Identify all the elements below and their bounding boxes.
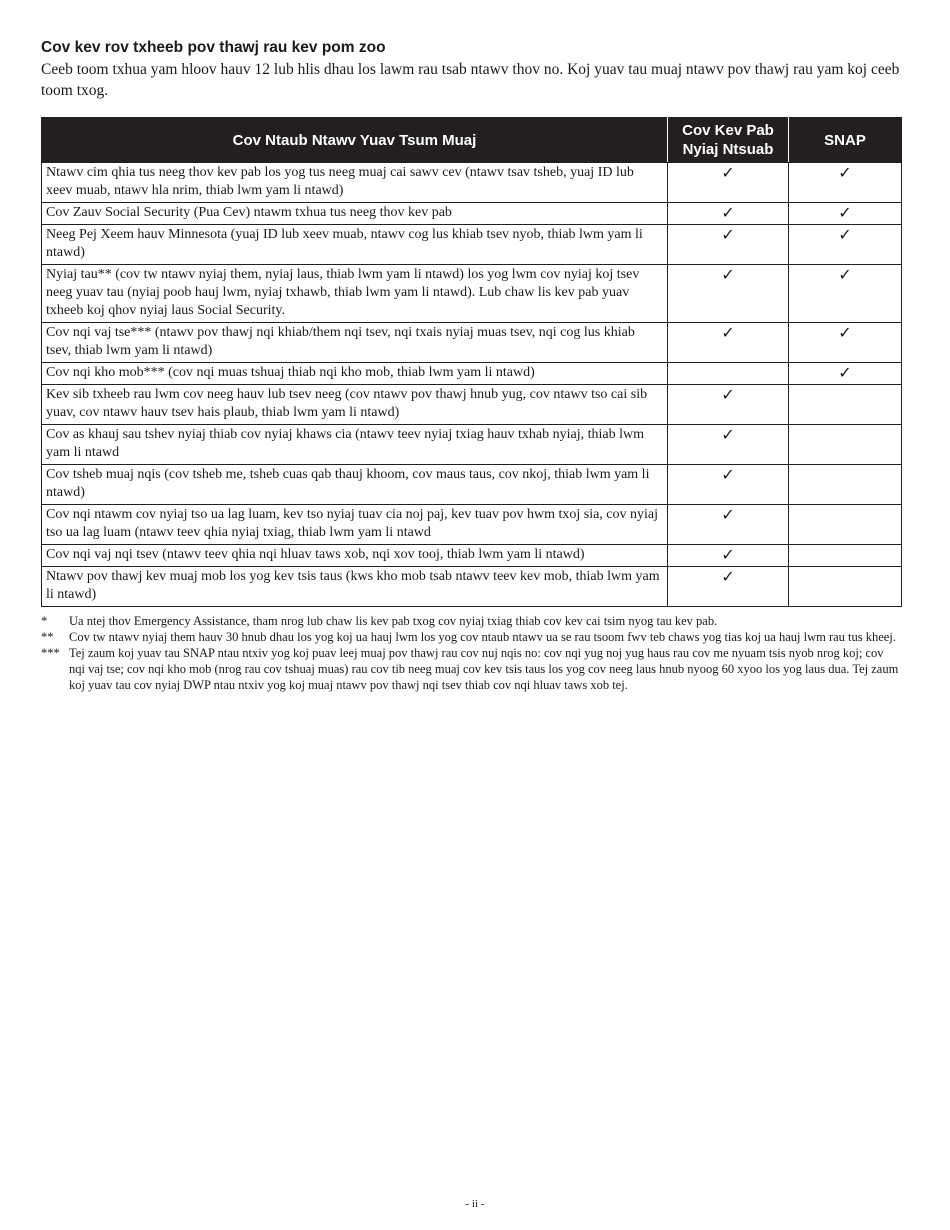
table-row <box>42 567 902 607</box>
snap-check-icon <box>789 465 902 505</box>
snap-check-icon <box>789 385 902 425</box>
table-row <box>42 385 902 425</box>
cash-check-icon: ✓ <box>668 545 789 567</box>
row-description: Cov nqi vaj nqi tsev (ntawv teev qhia nqi hluav taws xob, nqi xov tooj, thiab lwm yam li ntawd) <box>42 545 668 567</box>
cash-check-icon: ✓ <box>668 225 789 265</box>
header-documents: Cov Ntaub Ntawv Yuav Tsum Muaj <box>42 118 668 163</box>
footnotes <box>41 613 901 693</box>
cash-check-icon: ✓ <box>668 323 789 363</box>
footnote <box>41 645 901 693</box>
document-page <box>41 38 901 693</box>
footnote-text: Cov tw ntawv nyiaj them hauv 30 hnub dhau los yog koj ua hauj lwm los yog cov ntaub ntawv ua se rau tsoom fwv teb chaws yog tias koj ua hauj lwm rau tus kheej. <box>69 630 896 644</box>
requirements-table <box>41 117 902 607</box>
footnote-text: Ua ntej thov Emergency Assistance, tham nrog lub chaw lis kev pab txog cov nyiaj txiag thiab cov kev cai tsim nyog tau kev pab. <box>69 614 718 628</box>
table-row <box>42 265 902 323</box>
table-row <box>42 323 902 363</box>
table-header-row <box>42 118 902 163</box>
cash-check-icon: ✓ <box>668 385 789 425</box>
footnote-text: Tej zaum koj yuav tau SNAP ntau ntxiv yog koj puav leej muaj pov thawj rau cov nuj nqis no: cov nqi yug noj yug haus rau cov me nyuam tsis nyob nrog koj; cov nqi vaj tse; cov nqi kho mob (nrog rau cov tshuaj muas) rau cov tib neeg muaj cov kev tsis taus los yog cov neeg laus hnub nyoog 60 xyoo los yog laus dua. Tej zaum koj yuav tau cov nyiaj DWP ntau ntxiv yog koj muaj ntawv pov thawj nqi tsev thiab cov nqi hluav taws xob tej. <box>69 646 899 692</box>
row-description: Cov tsheb muaj nqis (cov tsheb me, tsheb cuas qab thauj khoom, cov maus taus, cov nkoj, thiab lwm yam li ntawd) <box>42 465 668 505</box>
snap-check-icon: ✓ <box>789 363 902 385</box>
intro-paragraph: Ceeb toom txhua yam hloov hauv 12 lub hlis dhau los lawm rau tsab ntawv thov no. Koj yuav tau muaj ntawv pov thawj rau yam koj ceeb toom txog. <box>41 61 900 99</box>
row-description: Ntawv pov thawj kev muaj mob los yog kev tsis taus (kws kho mob tsab ntawv teev kev mob, thiab lwm yam li ntawd) <box>42 567 668 607</box>
footnote-mark: * <box>41 614 48 628</box>
snap-check-icon <box>789 425 902 465</box>
snap-check-icon: ✓ <box>789 163 902 203</box>
cash-check-icon: ✓ <box>668 567 789 607</box>
page-number: - ii - <box>465 1198 485 1210</box>
table-row <box>42 465 902 505</box>
footnote <box>41 629 901 645</box>
snap-check-icon <box>789 567 902 607</box>
cash-check-icon: ✓ <box>668 163 789 203</box>
row-description: Cov nqi kho mob*** (cov nqi muas tshuaj thiab nqi kho mob, thiab lwm yam li ntawd) <box>42 363 668 385</box>
table-row <box>42 363 902 385</box>
cash-check-icon: ✓ <box>668 505 789 545</box>
snap-check-icon: ✓ <box>789 203 902 225</box>
header-cash-assistance: Cov Kev Pab Nyiaj Ntsuab <box>668 118 789 163</box>
cash-check-icon: ✓ <box>668 465 789 505</box>
cash-check-icon: ✓ <box>668 425 789 465</box>
cash-check-icon: ✓ <box>668 203 789 225</box>
snap-check-icon <box>789 545 902 567</box>
header-snap: SNAP <box>789 118 902 163</box>
row-description: Ntawv cim qhia tus neeg thov kev pab los yog tus neeg muaj cai sawv cev (ntawv tsav tsheb, yuaj ID lub xeev muab, ntawv hla nrim, thiab lwm yam li ntawd) <box>42 163 668 203</box>
footnote-mark: ** <box>41 630 54 644</box>
snap-check-icon: ✓ <box>789 323 902 363</box>
row-description: Cov nqi vaj tse*** (ntawv pov thawj nqi khiab/them nqi tsev, nqi txais nyiaj muas tsev, nqi cog lus khiab tsev, thiab lwm yam li ntawd) <box>42 323 668 363</box>
row-description: Kev sib txheeb rau lwm cov neeg hauv lub tsev neeg (cov ntawv pov thawj hnub yug, cov ntawv tso cai sib yuav, cov ntawv hauv tsev hais plaub, thiab lwm yam li ntawd) <box>42 385 668 425</box>
row-description: Cov as khauj sau tshev nyiaj thiab cov nyiaj khaws cia (ntawv teev nyiaj txiag hauv txhab nyiaj, thiab lwm yam li ntawd <box>42 425 668 465</box>
table-row <box>42 425 902 465</box>
row-description: Cov nqi ntawm cov nyiaj tso ua lag luam, kev tso nyiaj tuav cia noj paj, kev tuav pov hwm txoj sia, cov nyiaj tso ua lag luam (ntawv teev qhia nyiaj txiag, thiab lwm yam li ntawd <box>42 505 668 545</box>
section-heading: Cov kev rov txheeb pov thawj rau kev pom zoo <box>41 39 386 56</box>
row-description: Cov Zauv Social Security (Pua Cev) ntawm txhua tus neeg thov kev pab <box>42 203 668 225</box>
table-row <box>42 203 902 225</box>
footnote <box>41 613 901 629</box>
table-row <box>42 163 902 203</box>
cash-check-icon: ✓ <box>668 265 789 323</box>
row-description: Nyiaj tau** (cov tw ntawv nyiaj them, nyiaj laus, thiab lwm yam li ntawd) los yog lwm cov nyiaj koj tsev neeg yuav tau (nyiaj poob hauj lwm, nyiaj txhawb, thiab lwm yam li ntawd). Lub chaw lis kev pab yuav txheeb koj qhov nyiaj laus Social Security. <box>42 265 668 323</box>
table-row <box>42 545 902 567</box>
row-description: Neeg Pej Xeem hauv Minnesota (yuaj ID lub xeev muab, ntawv cog lus khiab tsev nyob, thiab lwm yam li ntawd) <box>42 225 668 265</box>
snap-check-icon: ✓ <box>789 225 902 265</box>
snap-check-icon <box>789 505 902 545</box>
cash-check-icon <box>668 363 789 385</box>
snap-check-icon: ✓ <box>789 265 902 323</box>
table-row <box>42 505 902 545</box>
table-row <box>42 225 902 265</box>
footnote-mark: *** <box>41 646 60 660</box>
